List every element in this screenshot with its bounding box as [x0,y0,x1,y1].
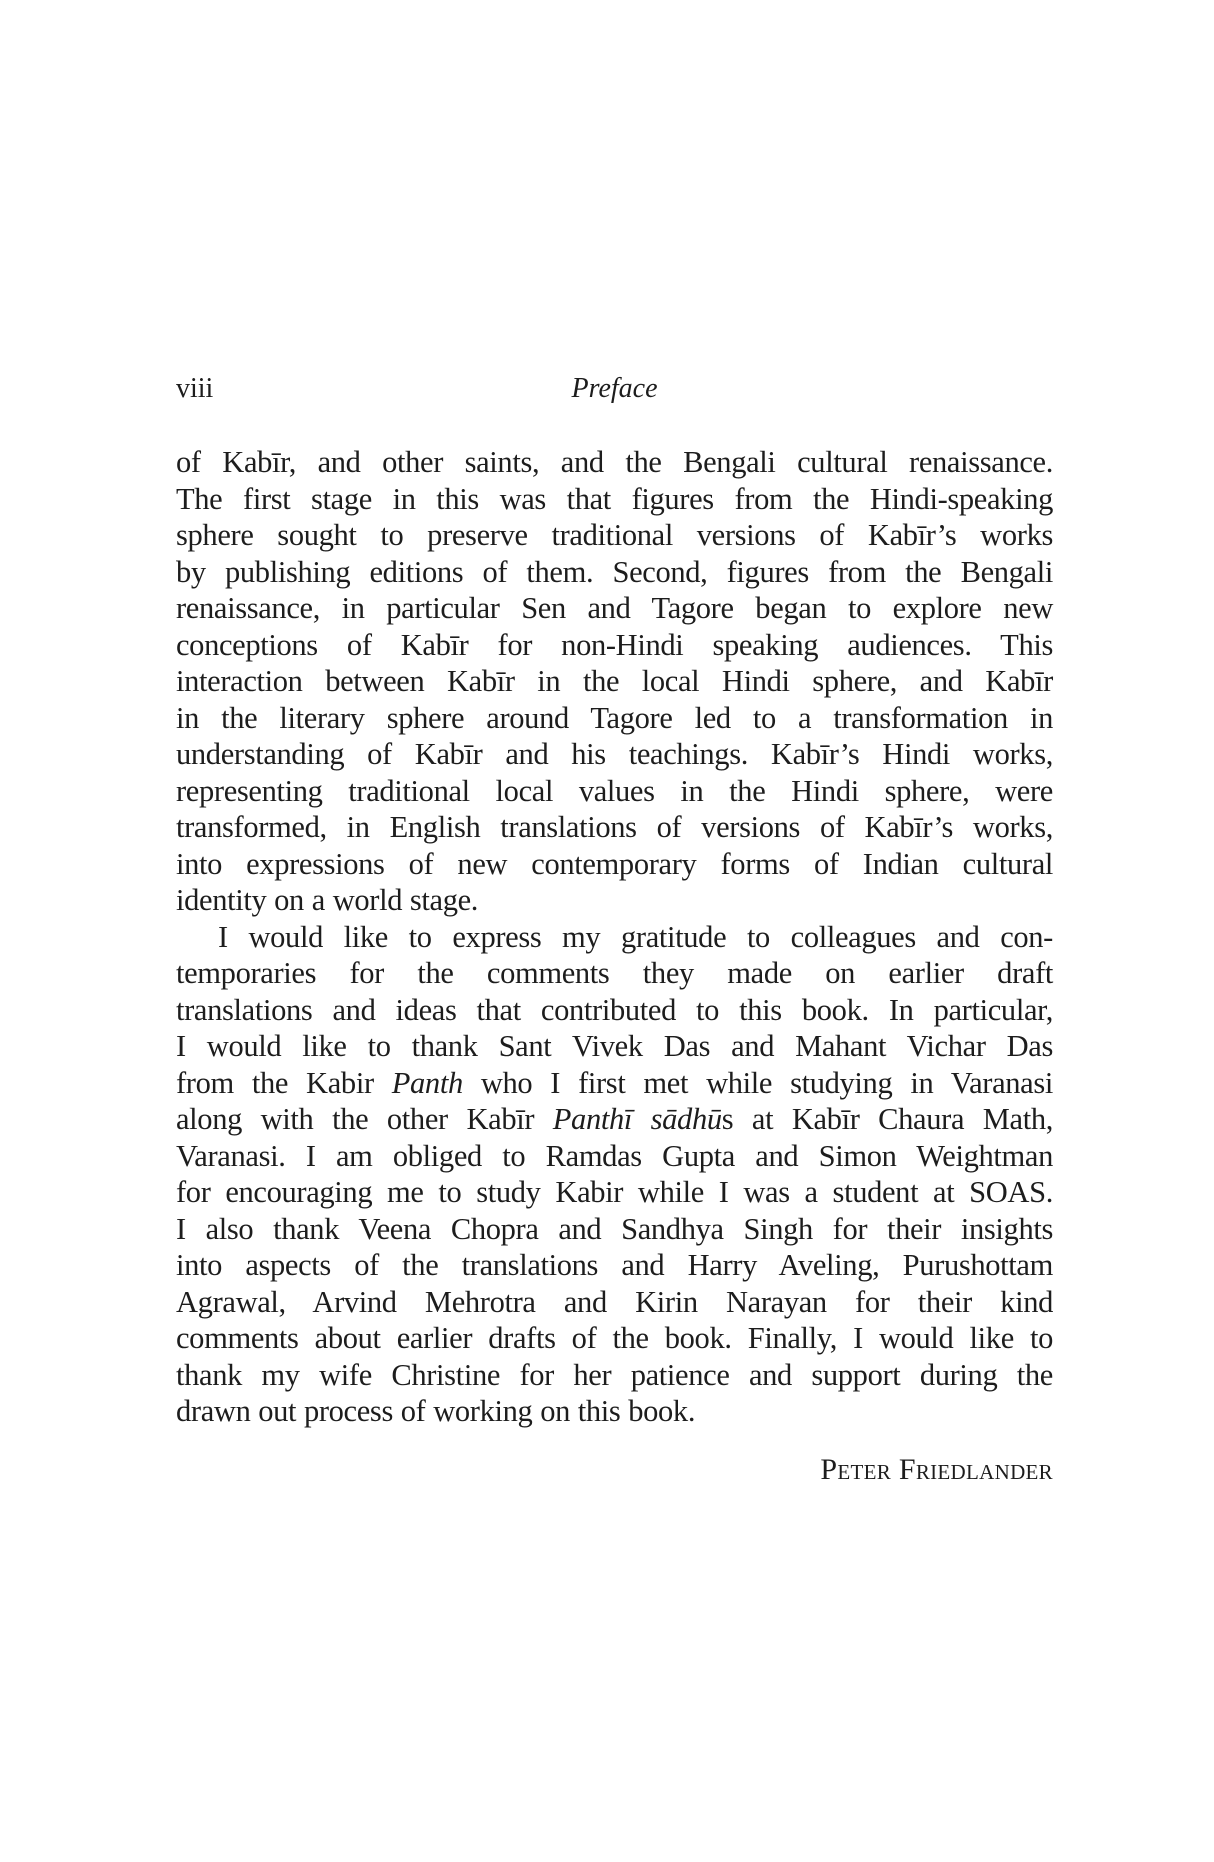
text-segment: into expressions of new contemporary forms of Indian cultural [176,846,1053,881]
text-line [176,700,1053,737]
text-line [176,1174,1053,1211]
text-segment: who I first met while studying in Varanasi [462,1065,1053,1100]
text-segment: sphere sought to preserve traditional versions of Kabīr’s works [176,518,1053,552]
text-segment: for encouraging me to study Kabir while I was a student at SOAS. [176,1175,1053,1209]
book-page [176,0,1053,1862]
text-line [176,846,1053,883]
body-text [176,444,1053,1430]
text-segment: representing traditional local values in the Hindi sphere, were [176,773,1053,808]
text-line [176,1393,1053,1430]
text-segment: thank my wife Christine for her patience and support during the [176,1357,1053,1392]
author-signature: Peter Friedlander [820,1453,1053,1486]
text-segment: drawn out process of working on this book. [176,1394,696,1428]
text-segment: transformed, in English translations of versions of Kabīr’s works, [176,810,1053,844]
running-head [176,371,1053,407]
text-line [176,1357,1053,1394]
text-segment: into aspects of the translations and Harry Aveling, Purushottam [176,1248,1053,1282]
page-number: viii [176,373,214,404]
text-segment: renaissance, in particular Sen and Tagore began to explore new [176,591,1053,625]
text-line [176,736,1053,773]
text-line [176,1065,1053,1102]
text-segment: along with the other Kabīr [176,1102,553,1136]
text-segment: from the Kabir [176,1065,392,1100]
running-title: Preface [571,373,658,404]
text-line [176,955,1053,992]
text-segment: of Kabīr, and other saints, and the Bengali cultural renaissance. [176,445,1053,479]
text-line [176,481,1053,518]
text-segment: translations and ideas that contributed to this book. In particular, [176,992,1053,1027]
text-segment: understanding of Kabīr and his teachings. Kabīr’s Hindi works, [176,737,1053,771]
text-segment: I also thank Veena Chopra and Sandhya Singh for their insights [176,1211,1053,1246]
text-line [176,1101,1053,1138]
text-line [176,882,1053,919]
text-line [176,1284,1053,1321]
text-segment: identity on a world stage. [176,883,479,917]
text-segment: I would like to thank Sant Vivek Das and Mahant Vichar Das [176,1029,1053,1063]
text-line [176,773,1053,810]
text-line [176,919,1053,956]
text-line [176,1320,1053,1357]
paragraph [176,919,1053,1430]
text-line [176,1028,1053,1065]
italic-term: Panth [391,1065,463,1100]
text-line [176,517,1053,554]
text-segment: temporaries for the comments they made on earlier draft [176,956,1053,990]
text-line [176,1138,1053,1175]
text-line [176,992,1053,1029]
text-line [176,627,1053,664]
text-segment: in the literary sphere around Tagore led to a transformation in [176,700,1053,735]
text-segment: Agrawal, Arvind Mehrotra and Kirin Narayan for their kind [176,1284,1053,1319]
text-line [176,590,1053,627]
paragraph [176,444,1053,919]
text-segment: I would like to express my gratitude to colleagues and con- [218,919,1053,954]
text-line [176,809,1053,846]
text-segment: by publishing editions of them. Second, figures from the Bengali [176,554,1053,589]
italic-term: Panthī sādhū [552,1102,722,1136]
text-segment: conceptions of Kabīr for non-Hindi speaking audiences. This [176,627,1053,662]
text-line [176,663,1053,700]
text-segment: s at Kabīr Chaura Math, [721,1102,1054,1136]
text-segment: The first stage in this was that figures from the Hindi-speaking [176,481,1053,516]
text-segment: Varanasi. I am obliged to Ramdas Gupta and Simon Weightman [176,1138,1053,1173]
text-line [176,444,1053,481]
text-line [176,1211,1053,1248]
text-line [176,554,1053,591]
text-segment: interaction between Kabīr in the local Hindi sphere, and Kabīr [176,664,1053,698]
text-line [176,1247,1053,1284]
text-segment: comments about earlier drafts of the book. Finally, I would like to [176,1321,1053,1355]
